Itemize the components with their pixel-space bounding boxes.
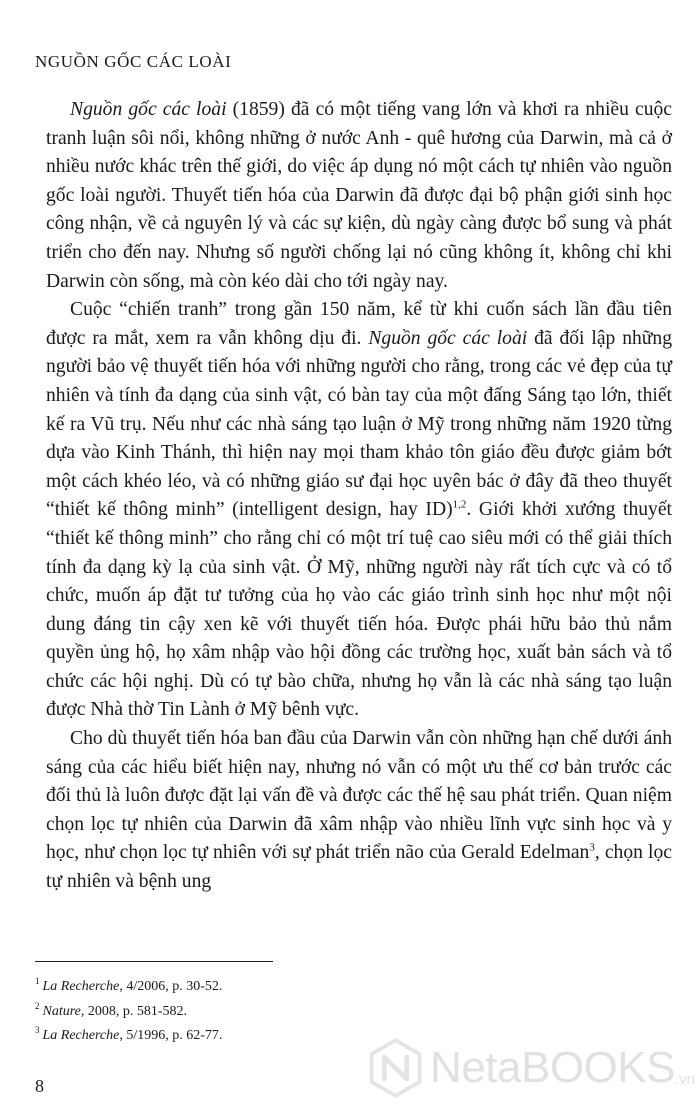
footnote-2 — [35, 1000, 655, 1025]
paragraph-text: (1859) đã có một tiếng vang lớn và khơi ra nhiều cuộc tranh luận sôi nổi, không những ở nước Anh - quê hương của Darwin, mà cả ở nhiều nước khác trên thế giới, do việc áp dụng nó một cách tự nhiên vào nguồn gốc loài người. Thuyết tiến hóa của Darwin đã được đại bộ phận giới sinh học công nhận, về cả nguyên lý và các sự kiện, dù ngày càng được bổ sung và phát triển cho đến nay. Nhưng số người chống lại nó cũng không ít, không chỉ khi Darwin còn sống, mà còn kéo dài cho tới ngày nay. — [46, 99, 672, 292]
netabooks-watermark — [365, 1028, 695, 1108]
footnote-ref[interactable]: 3 — [589, 841, 595, 854]
footnote-number: 2 — [35, 1000, 40, 1011]
footnote-source: La Recherche — [42, 979, 120, 994]
page-number: 8 — [35, 1076, 44, 1096]
book-title-italic: Nguồn gốc các loài — [70, 99, 227, 120]
paragraph-text: Cuộc “chiến tranh” trong gần 150 năm, kể từ khi cuốn sách lần đầu tiên được ra mắt, xem ra vẫn không dịu đi. — [46, 299, 672, 349]
footnote-number: 3 — [35, 1025, 40, 1036]
footnote-detail: , 5/1996, p. 62-77. — [119, 1028, 223, 1043]
footnote-1 — [35, 975, 655, 1000]
footnote-source: Nature — [42, 1003, 81, 1019]
watermark-suffix: .vn — [674, 1071, 695, 1088]
paragraph-2 — [46, 296, 672, 725]
footnote-source: La Recherche — [42, 1028, 120, 1043]
footnote-detail: , 4/2006, p. 30-52. — [119, 979, 223, 994]
watermark-brand: NetaBOOKS — [430, 1043, 675, 1092]
paragraph-1 — [46, 96, 672, 296]
running-title: NGUỒN GỐC CÁC LOÀI — [35, 52, 232, 71]
footnote-divider — [35, 961, 273, 962]
footnote-number: 1 — [35, 976, 40, 987]
paragraph-text: Cho dù thuyết tiến hóa ban đầu của Darwin vẫn còn những hạn chế dưới ánh sáng của các hiểu biết hiện nay, nhưng nó vẫn có một ưu thế cơ bản trước các đối thủ là luôn được đặt lại vấn đề và được các thế hệ sau phát triển. Quan niệm chọn lọc tự nhiên của Darwin đã xâm nhập vào nhiều lĩnh vực sinh học và y học, như chọn lọc tự nhiên với sự phát triển não của Gerald Edelman — [46, 728, 672, 864]
paragraph-text: đã đối lập những người bảo vệ thuyết tiến hóa với những người cho rằng, trong các vẻ đẹp của tự nhiên và tính đa dạng của sinh vật, có bàn tay của một đấng Sáng tạo lớn, thiết kế ra Vũ trụ. Nếu như các nhà sáng tạo luận ở Mỹ trong những năm 1920 từng dựa vào Kinh Thánh, thì hiện nay mọi tham khảo tôn giáo đều được giảm bớt một cách khéo léo, và có những giáo sư đại học uyên bác ở đây đã theo thuyết “thiết kế thông minh” (intelligent design, hay ID) — [46, 327, 673, 521]
book-title-italic: Nguồn gốc các loài — [368, 327, 528, 349]
body-text — [46, 96, 672, 897]
footnote-detail: , 2008, p. 581-582. — [80, 1003, 188, 1019]
paragraph-3 — [46, 725, 672, 897]
paragraph-text: . Giới khởi xướng thuyết “thiết kế thông minh” cho rằng chỉ có một trí tuệ cao siêu mới có thể giải thích tính đa dạng kỳ lạ của sinh vật. Ở Mỹ, những người này rất tích cực và có tổ chức, muốn áp đặt tư tưởng của họ vào các giáo trình sinh học như một nội dung đáng tin cậy xen kẽ với thuyết tiến hóa. Được phái hữu bảo thủ nắm quyền ủng hộ, họ xâm nhập vào hội đồng các trường học, xuất bản sách và tổ chức các hội nghị. Dù có tự bào chữa, nhưng họ vẫn là các nhà sáng tạo luận được Nhà thờ Tin Lành ở Mỹ bênh vực. — [46, 499, 672, 721]
netabooks-logo-icon — [365, 1035, 426, 1101]
paragraph-text: , chọn lọc tự nhiên và bệnh ung — [46, 842, 672, 893]
footnote-ref[interactable]: 1,2 — [452, 498, 467, 511]
